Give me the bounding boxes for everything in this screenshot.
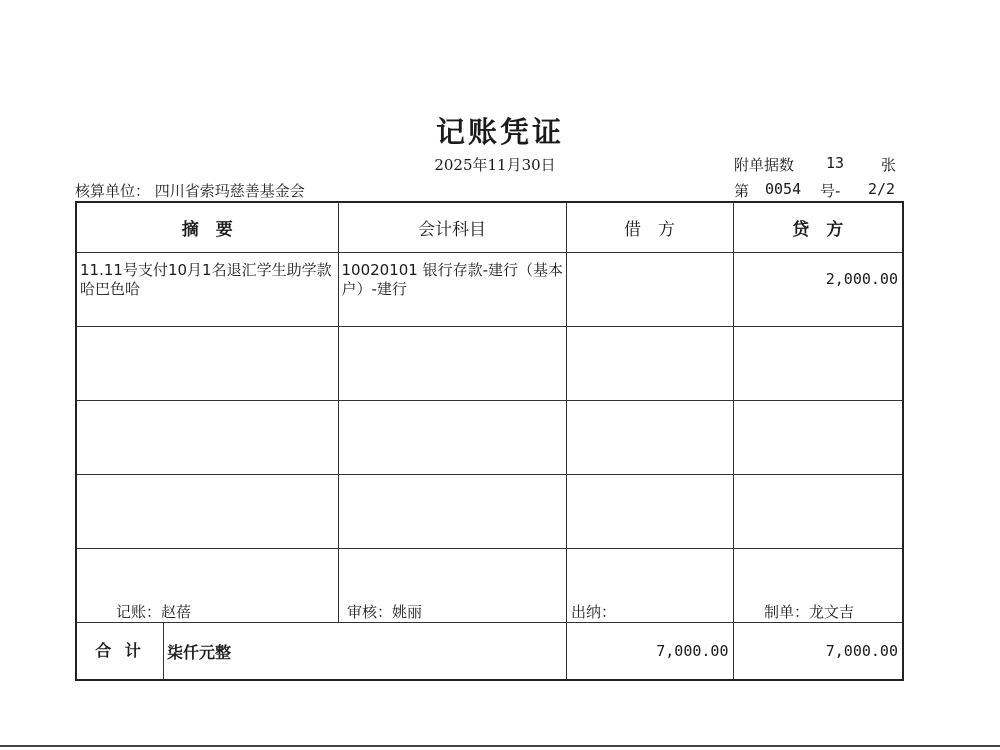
unit-name: 四川省索玛慈善基金会	[154, 182, 305, 200]
scan-edge-line	[0, 745, 1000, 747]
attachments-unit: 张	[881, 156, 897, 174]
header-credit: 贷 方	[733, 202, 903, 253]
row-debit	[566, 327, 733, 401]
attachments-label: 附单据数	[734, 156, 795, 174]
preparer-signature	[764, 601, 854, 622]
total-row	[76, 623, 903, 681]
total-amount-in-words: 柒仟元整	[167, 642, 232, 662]
table-row	[76, 475, 903, 549]
reviewer-label: 审核：	[347, 603, 393, 621]
bookkeeper-label: 记账：	[116, 603, 162, 621]
cashier-label: 出纳：	[571, 603, 617, 621]
row-account: 10020101 银行存款-建行（基本户）-建行	[338, 253, 566, 327]
total-label: 合 计	[77, 623, 164, 679]
row-debit	[566, 475, 733, 549]
row-summary	[76, 327, 338, 401]
header-account: 会计科目	[338, 202, 566, 253]
total-debit: 7,000.00	[566, 623, 733, 681]
reviewer-name: 姚丽	[392, 603, 423, 621]
table-header	[76, 202, 903, 253]
page-indicator: 2/2	[868, 180, 896, 198]
row-account	[338, 327, 566, 401]
row-account	[338, 401, 566, 475]
row-credit	[733, 401, 903, 475]
number-prefix: 第	[734, 182, 750, 200]
row-account	[338, 475, 566, 549]
table-row	[76, 401, 903, 475]
row-debit	[566, 253, 733, 327]
cashier-signature	[571, 601, 616, 622]
voucher-title: 记账凭证	[435, 115, 564, 149]
accounting-unit	[75, 180, 305, 201]
row-summary: 11.11号支付10月1名退汇学生助学款哈巴色哈	[76, 253, 338, 327]
table-row	[76, 327, 903, 401]
header-debit: 借 方	[566, 202, 733, 253]
header-summary: 摘 要	[76, 202, 338, 253]
bookkeeper-name: 赵蓓	[161, 603, 192, 621]
row-summary	[76, 475, 338, 549]
number-suffix: 号-	[820, 182, 841, 200]
row-credit	[733, 327, 903, 401]
preparer-label: 制单：	[764, 603, 810, 621]
attachments-count: 13	[826, 154, 845, 172]
row-debit	[566, 401, 733, 475]
total-credit: 7,000.00	[733, 623, 903, 681]
unit-label: 核算单位：	[75, 182, 151, 200]
row-summary	[76, 401, 338, 475]
row-credit: 2,000.00	[733, 253, 903, 327]
row-credit	[733, 475, 903, 549]
table-row	[76, 253, 903, 327]
reviewer-signature	[347, 601, 422, 622]
bookkeeper-signature	[116, 601, 191, 622]
preparer-name: 龙文吉	[809, 603, 855, 621]
voucher-date: 2025年11月30日	[434, 156, 556, 174]
voucher-number: 0054	[765, 180, 802, 198]
